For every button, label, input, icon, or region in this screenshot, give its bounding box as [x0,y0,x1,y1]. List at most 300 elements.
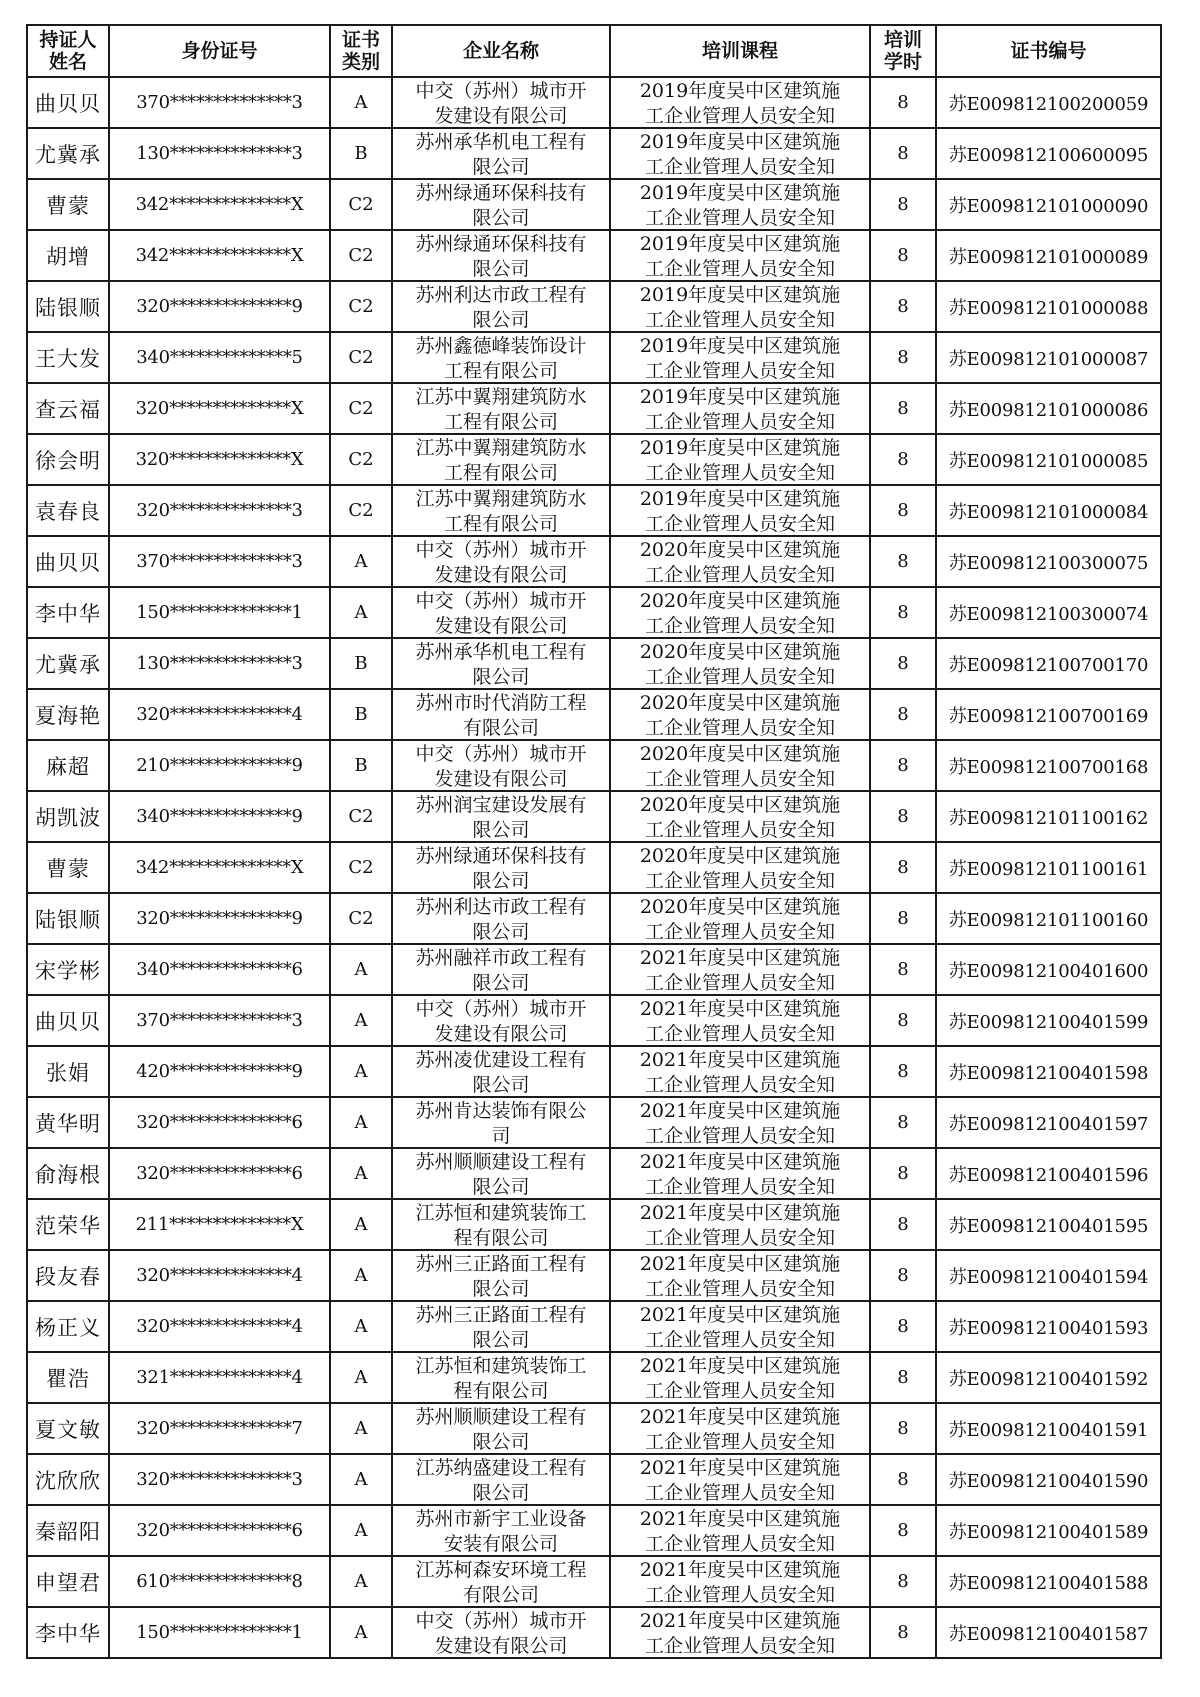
course-cell-line: 工企业管理人员安全知 [644,257,835,280]
id-number-cell: 320**************6 [109,1505,330,1556]
company-cell [392,1301,610,1352]
cert-type-cell: B [330,638,392,689]
cert-type-cell: A [330,1199,392,1250]
hours-cell: 8 [870,1607,936,1658]
cert-type-cell: A [330,995,392,1046]
hours-cell: 8 [870,434,936,485]
cert-number-cell: 苏E009812100200059 [936,77,1161,128]
hours-cell: 8 [870,1403,936,1454]
course-cell [610,944,870,995]
company-cell-line: 苏州三正路面工程有 [415,1303,587,1326]
course-cell-line: 工企业管理人员安全知 [644,1328,835,1351]
company-cell-line: 发建设有限公司 [434,563,568,586]
company-cell [392,485,610,536]
id-number-cell: 210**************9 [109,740,330,791]
holder-name-cell: 尤冀承 [27,128,109,179]
table-row [27,893,1161,944]
course-cell [610,1199,870,1250]
company-cell-line: 工程有限公司 [443,359,558,382]
course-cell-line: 工企业管理人员安全知 [644,1226,835,1249]
cert-number-cell: 苏E009812100401599 [936,995,1161,1046]
course-cell-line: 工企业管理人员安全知 [644,818,835,841]
cert-number-cell: 苏E009812100401589 [936,1505,1161,1556]
cert-number-cell: 苏E009812100401593 [936,1301,1161,1352]
header-holder-name [27,25,109,77]
company-cell-line: 工程有限公司 [443,410,558,433]
header-cert-number: 证书编号 [936,25,1161,77]
table-row [27,1250,1161,1301]
course-cell-line: 工企业管理人员安全知 [644,767,835,790]
course-cell-line: 工企业管理人员安全知 [644,512,835,535]
course-cell-line: 2021年度吴中区建筑施 [639,1201,841,1224]
company-cell-line: 苏州绿通环保科技有 [415,181,587,204]
company-cell [392,383,610,434]
holder-name-cell: 李中华 [27,587,109,638]
cert-type-cell: A [330,1352,392,1403]
company-cell-line: 江苏柯森安环境工程 [415,1558,587,1581]
course-cell [610,791,870,842]
holder-name-cell: 杨正义 [27,1301,109,1352]
table-row [27,842,1161,893]
course-cell-line: 2019年度吴中区建筑施 [639,79,841,102]
company-cell-line: 限公司 [472,818,530,841]
hours-cell: 8 [870,383,936,434]
cert-number-cell: 苏E009812101100162 [936,791,1161,842]
cert-type-cell: C2 [330,893,392,944]
company-cell-line: 苏州绿通环保科技有 [415,844,587,867]
id-number-cell: 320**************9 [109,893,330,944]
header-holder-line1: 持证人 [39,29,97,51]
table-row [27,1556,1161,1607]
cert-number-cell: 苏E009812100401590 [936,1454,1161,1505]
company-cell-line: 发建设有限公司 [434,614,568,637]
company-cell [392,1403,610,1454]
course-cell [610,638,870,689]
hours-cell: 8 [870,230,936,281]
course-cell [610,740,870,791]
company-cell-line: 发建设有限公司 [434,1634,568,1657]
course-cell-line: 2020年度吴中区建筑施 [639,793,841,816]
course-cell [610,179,870,230]
company-cell [392,1505,610,1556]
course-cell-line: 2020年度吴中区建筑施 [639,538,841,561]
id-number-cell: 420**************9 [109,1046,330,1097]
cert-number-cell: 苏E009812101000085 [936,434,1161,485]
cert-number-cell: 苏E009812100401588 [936,1556,1161,1607]
course-cell [610,1046,870,1097]
cert-number-cell: 苏E009812100401591 [936,1403,1161,1454]
course-cell-line: 工企业管理人员安全知 [644,1634,835,1657]
id-number-cell: 320**************6 [109,1148,330,1199]
company-cell-line: 限公司 [472,206,530,229]
company-cell-line: 程有限公司 [453,1226,549,1249]
table-row [27,1097,1161,1148]
table-row [27,230,1161,281]
cert-number-cell: 苏E009812101000089 [936,230,1161,281]
table-row [27,281,1161,332]
hours-cell: 8 [870,842,936,893]
table-row [27,485,1161,536]
course-cell [610,434,870,485]
company-cell-line: 发建设有限公司 [434,767,568,790]
holder-name-cell: 瞿浩 [27,1352,109,1403]
course-cell-line: 工企业管理人员安全知 [644,206,835,229]
cert-type-cell: A [330,1556,392,1607]
course-cell [610,1301,870,1352]
hours-cell: 8 [870,740,936,791]
id-number-cell: 320**************7 [109,1403,330,1454]
id-number-cell: 320**************4 [109,1250,330,1301]
course-cell-line: 工企业管理人员安全知 [644,1583,835,1606]
id-number-cell: 342**************X [109,230,330,281]
company-cell-line: 苏州市时代消防工程 [415,691,587,714]
id-number-cell: 342**************X [109,179,330,230]
company-cell-line: 中交（苏州）城市开 [415,538,587,561]
cert-number-cell: 苏E009812101000090 [936,179,1161,230]
id-number-cell: 320**************9 [109,281,330,332]
cert-type-cell: C2 [330,179,392,230]
id-number-cell: 321**************4 [109,1352,330,1403]
hours-cell: 8 [870,791,936,842]
cert-type-cell: A [330,77,392,128]
table-row [27,536,1161,587]
company-cell [392,434,610,485]
course-cell [610,1556,870,1607]
course-cell-line: 工企业管理人员安全知 [644,461,835,484]
hours-cell: 8 [870,1352,936,1403]
course-cell-line: 2021年度吴中区建筑施 [639,1507,841,1530]
course-cell [610,485,870,536]
course-cell-line: 工企业管理人员安全知 [644,563,835,586]
course-cell [610,1352,870,1403]
course-cell-line: 2020年度吴中区建筑施 [639,844,841,867]
holder-name-cell: 宋学彬 [27,944,109,995]
id-number-cell: 150**************1 [109,587,330,638]
course-cell-line: 工企业管理人员安全知 [644,104,835,127]
course-cell-line: 工企业管理人员安全知 [644,1379,835,1402]
cert-type-cell: B [330,740,392,791]
course-cell-line: 工企业管理人员安全知 [644,410,835,433]
course-cell [610,77,870,128]
course-cell-line: 工企业管理人员安全知 [644,1022,835,1045]
holder-name-cell: 张娟 [27,1046,109,1097]
course-cell [610,332,870,383]
hours-cell: 8 [870,281,936,332]
cert-type-cell: C2 [330,383,392,434]
course-cell-line: 2021年度吴中区建筑施 [639,1405,841,1428]
header-hours-line1: 培训 [883,29,922,51]
table-row [27,791,1161,842]
holder-name-cell: 夏海艳 [27,689,109,740]
id-number-cell: 320**************X [109,383,330,434]
table-row [27,1199,1161,1250]
holder-name-cell: 曹蒙 [27,179,109,230]
id-number-cell: 130**************3 [109,128,330,179]
holder-name-cell: 申望君 [27,1556,109,1607]
cert-number-cell: 苏E009812100401587 [936,1607,1161,1658]
course-cell-line: 2021年度吴中区建筑施 [639,1150,841,1173]
course-cell-line: 2021年度吴中区建筑施 [639,1303,841,1326]
cert-type-cell: C2 [330,230,392,281]
company-cell-line: 安装有限公司 [443,1532,558,1555]
course-cell [610,128,870,179]
course-cell-line: 2021年度吴中区建筑施 [639,1099,841,1122]
header-hours-line2: 学时 [883,51,922,73]
table-row [27,1352,1161,1403]
company-cell [392,638,610,689]
holder-name-cell: 曲贝贝 [27,995,109,1046]
table-row [27,689,1161,740]
course-cell-line: 2019年度吴中区建筑施 [639,385,841,408]
holder-name-cell: 陆银顺 [27,281,109,332]
cert-type-cell: A [330,944,392,995]
hours-cell: 8 [870,1250,936,1301]
cert-type-cell: C2 [330,791,392,842]
hours-cell: 8 [870,128,936,179]
course-cell [610,1403,870,1454]
holder-name-cell: 曲贝贝 [27,77,109,128]
holder-name-cell: 查云福 [27,383,109,434]
id-number-cell: 320**************3 [109,1454,330,1505]
cert-number-cell: 苏E009812100700170 [936,638,1161,689]
id-number-cell: 340**************6 [109,944,330,995]
company-cell [392,332,610,383]
course-cell-line: 2021年度吴中区建筑施 [639,946,841,969]
course-cell-line: 工企业管理人员安全知 [644,1481,835,1504]
cert-number-cell: 苏E009812100401595 [936,1199,1161,1250]
cert-type-cell: C2 [330,281,392,332]
course-cell-line: 2021年度吴中区建筑施 [639,1252,841,1275]
course-cell-line: 2019年度吴中区建筑施 [639,436,841,459]
table-row [27,740,1161,791]
id-number-cell: 340**************9 [109,791,330,842]
id-number-cell: 340**************5 [109,332,330,383]
id-number-cell: 320**************3 [109,485,330,536]
company-cell-line: 中交（苏州）城市开 [415,997,587,1020]
hours-cell: 8 [870,995,936,1046]
course-cell-line: 2021年度吴中区建筑施 [639,1609,841,1632]
hours-cell: 8 [870,332,936,383]
company-cell-line: 苏州肯达装饰有限公 [415,1099,587,1122]
cert-type-cell: A [330,1301,392,1352]
company-cell-line: 限公司 [472,971,530,994]
company-cell [392,1607,610,1658]
cert-number-cell: 苏E009812100401594 [936,1250,1161,1301]
company-cell-line: 有限公司 [462,1583,539,1606]
course-cell [610,1454,870,1505]
course-cell-line: 工企业管理人员安全知 [644,869,835,892]
cert-number-cell: 苏E009812100300074 [936,587,1161,638]
course-cell-line: 工企业管理人员安全知 [644,1073,835,1096]
id-number-cell: 320**************X [109,434,330,485]
company-cell [392,842,610,893]
cert-number-cell: 苏E009812100300075 [936,536,1161,587]
company-cell-line: 限公司 [472,665,530,688]
course-cell-line: 2019年度吴中区建筑施 [639,283,841,306]
company-cell-line: 江苏中翼翔建筑防水 [415,487,587,510]
company-cell-line: 限公司 [472,1328,530,1351]
company-cell-line: 工程有限公司 [443,512,558,535]
company-cell-line: 苏州鑫德峰装饰设计 [415,334,587,357]
cert-type-cell: A [330,1454,392,1505]
course-cell-line: 工企业管理人员安全知 [644,155,835,178]
table-row [27,995,1161,1046]
course-cell [610,1505,870,1556]
hours-cell: 8 [870,1199,936,1250]
course-cell-line: 2019年度吴中区建筑施 [639,232,841,255]
cert-number-cell: 苏E009812100401596 [936,1148,1161,1199]
hours-cell: 8 [870,1097,936,1148]
company-cell-line: 苏州承华机电工程有 [415,640,587,663]
company-cell-line: 苏州绿通环保科技有 [415,232,587,255]
course-cell-line: 2021年度吴中区建筑施 [639,1558,841,1581]
company-cell [392,1454,610,1505]
hours-cell: 8 [870,893,936,944]
table-row [27,1301,1161,1352]
cert-number-cell: 苏E009812100401592 [936,1352,1161,1403]
course-cell-line: 2021年度吴中区建筑施 [639,997,841,1020]
course-cell [610,1250,870,1301]
table-row [27,1403,1161,1454]
company-cell-line: 江苏中翼翔建筑防水 [415,385,587,408]
company-cell-line: 限公司 [472,869,530,892]
hours-cell: 8 [870,1454,936,1505]
company-cell [392,1199,610,1250]
company-cell-line: 限公司 [472,1481,530,1504]
hours-cell: 8 [870,77,936,128]
holder-name-cell: 陆银顺 [27,893,109,944]
header-cert-type [330,25,392,77]
course-cell [610,995,870,1046]
cert-number-cell: 苏E009812101000087 [936,332,1161,383]
cert-type-cell: A [330,1046,392,1097]
course-cell-line: 工企业管理人员安全知 [644,1175,835,1198]
company-cell-line: 司 [491,1124,511,1147]
company-cell [392,230,610,281]
company-cell-line: 限公司 [472,1175,530,1198]
cert-type-cell: C2 [330,485,392,536]
cert-type-cell: B [330,128,392,179]
cert-number-cell: 苏E009812100401600 [936,944,1161,995]
course-cell-line: 工企业管理人员安全知 [644,614,835,637]
id-number-cell: 211**************X [109,1199,330,1250]
company-cell [392,893,610,944]
course-cell-line: 2019年度吴中区建筑施 [639,334,841,357]
id-number-cell: 320**************4 [109,1301,330,1352]
hours-cell: 8 [870,944,936,995]
company-cell [392,791,610,842]
hours-cell: 8 [870,1301,936,1352]
company-cell-line: 限公司 [472,920,530,943]
company-cell [392,995,610,1046]
course-cell-line: 2019年度吴中区建筑施 [639,181,841,204]
hours-cell: 8 [870,179,936,230]
header-id-number: 身份证号 [109,25,330,77]
header-type-line2: 类别 [341,51,380,73]
holder-name-cell: 李中华 [27,1607,109,1658]
cert-type-cell: A [330,1607,392,1658]
company-cell-line: 苏州融祥市政工程有 [415,946,587,969]
cert-number-cell: 苏E009812100700168 [936,740,1161,791]
id-number-cell: 342**************X [109,842,330,893]
company-cell-line: 程有限公司 [453,1379,549,1402]
table-row [27,434,1161,485]
company-cell-line: 苏州顺顺建设工程有 [415,1150,587,1173]
company-cell [392,1097,610,1148]
company-cell [392,1148,610,1199]
company-cell-line: 限公司 [472,257,530,280]
cert-type-cell: A [330,587,392,638]
cert-number-cell: 苏E009812101000084 [936,485,1161,536]
cert-number-cell: 苏E009812100401597 [936,1097,1161,1148]
company-cell-line: 发建设有限公司 [434,1022,568,1045]
course-cell-line: 2020年度吴中区建筑施 [639,691,841,714]
cert-type-cell: C2 [330,842,392,893]
company-cell-line: 苏州利达市政工程有 [415,283,587,306]
cert-type-cell: A [330,1148,392,1199]
header-row [27,25,1161,77]
cert-type-cell: C2 [330,434,392,485]
company-cell [392,1556,610,1607]
company-cell-line: 发建设有限公司 [434,104,568,127]
id-number-cell: 370**************3 [109,77,330,128]
hours-cell: 8 [870,1046,936,1097]
course-cell-line: 工企业管理人员安全知 [644,1277,835,1300]
hours-cell: 8 [870,638,936,689]
table-row [27,383,1161,434]
cert-type-cell: A [330,1403,392,1454]
company-cell-line: 江苏纳盛建设工程有 [415,1456,587,1479]
course-cell [610,536,870,587]
cert-number-cell: 苏E009812101100160 [936,893,1161,944]
course-cell-line: 2020年度吴中区建筑施 [639,742,841,765]
holder-name-cell: 黄华明 [27,1097,109,1148]
course-cell [610,587,870,638]
table-row [27,638,1161,689]
header-company: 企业名称 [392,25,610,77]
company-cell [392,77,610,128]
course-cell-line: 工企业管理人员安全知 [644,308,835,331]
id-number-cell: 320**************6 [109,1097,330,1148]
hours-cell: 8 [870,1556,936,1607]
holder-name-cell: 夏文敏 [27,1403,109,1454]
table-row [27,1148,1161,1199]
holder-name-cell: 尤冀承 [27,638,109,689]
course-cell-line: 2021年度吴中区建筑施 [639,1456,841,1479]
company-cell-line: 限公司 [472,1073,530,1096]
table-row [27,944,1161,995]
course-cell [610,230,870,281]
id-number-cell: 320**************4 [109,689,330,740]
course-cell-line: 2021年度吴中区建筑施 [639,1354,841,1377]
course-cell-line: 工企业管理人员安全知 [644,665,835,688]
certificate-table [26,24,1162,1659]
cert-type-cell: B [330,689,392,740]
company-cell [392,536,610,587]
company-cell-line: 苏州利达市政工程有 [415,895,587,918]
table-row [27,332,1161,383]
company-cell-line: 江苏恒和建筑装饰工 [415,1201,587,1224]
company-cell-line: 中交（苏州）城市开 [415,79,587,102]
header-hours [870,25,936,77]
company-cell-line: 江苏恒和建筑装饰工 [415,1354,587,1377]
company-cell [392,281,610,332]
holder-name-cell: 袁春良 [27,485,109,536]
holder-name-cell: 沈欣欣 [27,1454,109,1505]
company-cell-line: 苏州承华机电工程有 [415,130,587,153]
cert-number-cell: 苏E009812101000088 [936,281,1161,332]
holder-name-cell: 段友春 [27,1250,109,1301]
